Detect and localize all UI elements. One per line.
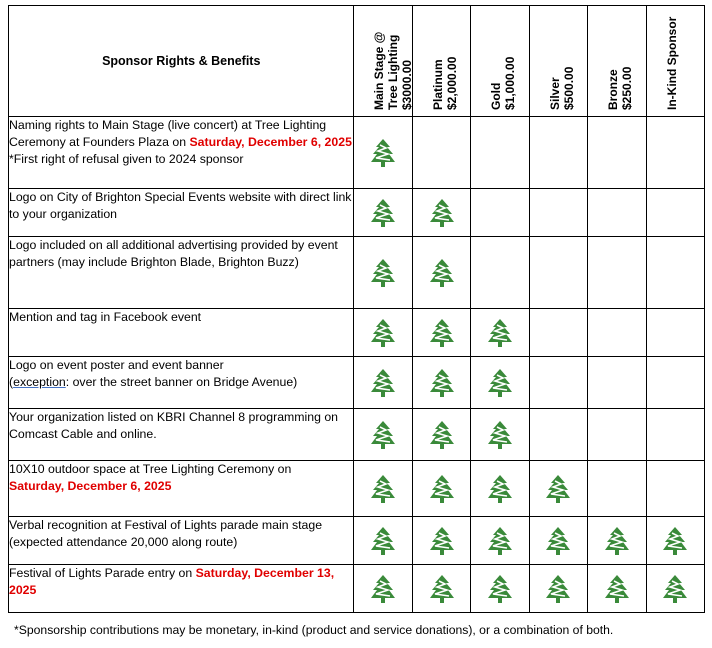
highlighted-date: Saturday, December 13, 2025 bbox=[9, 566, 335, 597]
tier-empty-cell bbox=[646, 237, 705, 309]
tier-empty-cell bbox=[588, 117, 646, 189]
tier-header bbox=[354, 6, 415, 117]
benefit-row bbox=[9, 517, 705, 565]
tier-included-cell bbox=[412, 309, 470, 357]
christmas-tree-icon bbox=[545, 526, 571, 556]
benefit-text: Festival of Lights Parade entry on bbox=[9, 566, 196, 580]
tier-included-cell bbox=[471, 565, 529, 613]
christmas-tree-icon bbox=[662, 574, 688, 604]
tier-empty-cell bbox=[529, 189, 587, 237]
christmas-tree-icon bbox=[604, 574, 630, 604]
tier-empty-cell bbox=[529, 357, 587, 409]
tier-empty-cell bbox=[529, 237, 587, 309]
christmas-tree-icon bbox=[429, 318, 455, 348]
tier-header bbox=[471, 6, 529, 117]
benefit-row bbox=[9, 117, 705, 189]
tier-header bbox=[588, 6, 646, 117]
footnote: *Sponsorship contributions may be monetary, in-kind (product and service donations), or a combination of both. bbox=[14, 623, 614, 637]
tier-included-cell bbox=[471, 357, 529, 409]
benefit-row bbox=[9, 461, 705, 517]
tier-included-cell bbox=[412, 517, 470, 565]
tier-empty-cell bbox=[646, 189, 705, 237]
benefit-description bbox=[9, 309, 354, 357]
tier-header bbox=[646, 6, 705, 117]
tier-included-cell bbox=[354, 409, 412, 461]
tier-included-cell bbox=[354, 357, 412, 409]
christmas-tree-icon bbox=[429, 420, 455, 450]
christmas-tree-icon bbox=[370, 258, 396, 288]
tier-empty-cell bbox=[646, 117, 705, 189]
benefit-description bbox=[9, 517, 354, 565]
benefit-row bbox=[9, 409, 705, 461]
benefit-text: Your organization listed on KBRI Channel 8 programming on Comcast Cable and online. bbox=[9, 410, 339, 441]
christmas-tree-icon bbox=[429, 574, 455, 604]
tier-empty-cell bbox=[471, 189, 529, 237]
christmas-tree-icon bbox=[370, 474, 396, 504]
tier-label: Platinum $2,000.00 bbox=[430, 56, 459, 110]
benefits-table-body bbox=[9, 117, 705, 613]
benefit-text: Logo on event poster and event banner bbox=[9, 358, 224, 372]
christmas-tree-icon bbox=[545, 474, 571, 504]
tier-included-cell bbox=[529, 461, 587, 517]
tier-empty-cell bbox=[646, 409, 705, 461]
benefit-description bbox=[9, 409, 354, 461]
tier-empty-cell bbox=[588, 357, 646, 409]
christmas-tree-icon bbox=[370, 574, 396, 604]
tier-included-cell bbox=[588, 517, 646, 565]
tier-included-cell bbox=[529, 565, 587, 613]
tier-empty-cell bbox=[588, 309, 646, 357]
benefit-description bbox=[9, 357, 354, 409]
tier-included-cell bbox=[354, 117, 412, 189]
tier-included-cell bbox=[354, 189, 412, 237]
benefit-description bbox=[9, 117, 354, 189]
tier-included-cell bbox=[471, 517, 529, 565]
tier-empty-cell bbox=[471, 117, 529, 189]
benefit-row bbox=[9, 357, 705, 409]
benefit-row bbox=[9, 309, 705, 357]
tier-label: Silver $500.00 bbox=[547, 66, 576, 110]
benefit-description bbox=[9, 461, 354, 517]
tier-empty-cell bbox=[646, 357, 705, 409]
tier-included-cell bbox=[412, 189, 470, 237]
sponsor-benefits-table bbox=[8, 5, 705, 613]
tier-included-cell bbox=[354, 461, 412, 517]
tier-included-cell bbox=[412, 237, 470, 309]
benefit-description bbox=[9, 189, 354, 237]
tier-included-cell bbox=[529, 517, 587, 565]
highlighted-date: Saturday, December 6, 2025 bbox=[9, 479, 172, 493]
tier-included-cell bbox=[588, 565, 646, 613]
benefit-row bbox=[9, 565, 705, 613]
christmas-tree-icon bbox=[429, 474, 455, 504]
tier-label: Gold $1,000.00 bbox=[489, 56, 518, 110]
tier-included-cell bbox=[354, 237, 412, 309]
tier-label: Main Stage @ Tree Lighting $3000.00 bbox=[372, 31, 415, 110]
tier-included-cell bbox=[471, 409, 529, 461]
christmas-tree-icon bbox=[487, 368, 513, 398]
christmas-tree-icon bbox=[487, 420, 513, 450]
tier-empty-cell bbox=[588, 237, 646, 309]
underlined-text: exception bbox=[13, 375, 66, 389]
christmas-tree-icon bbox=[370, 198, 396, 228]
christmas-tree-icon bbox=[370, 368, 396, 398]
benefit-text: Naming rights to Main Stage (live concert) at Tree Lighting Ceremony at Founders Plaza on bbox=[9, 118, 327, 149]
christmas-tree-icon bbox=[370, 420, 396, 450]
tier-empty-cell bbox=[529, 309, 587, 357]
benefit-description bbox=[9, 237, 354, 309]
benefit-text: Mention and tag in Facebook event bbox=[9, 310, 202, 324]
tier-included-cell bbox=[354, 309, 412, 357]
christmas-tree-icon bbox=[429, 526, 455, 556]
christmas-tree-icon bbox=[487, 574, 513, 604]
christmas-tree-icon bbox=[370, 526, 396, 556]
tier-empty-cell bbox=[588, 461, 646, 517]
tier-header bbox=[529, 6, 587, 117]
christmas-tree-icon bbox=[604, 526, 630, 556]
tier-included-cell bbox=[471, 309, 529, 357]
benefit-text: : over the street banner on Bridge Avenue) bbox=[65, 375, 298, 389]
header-row bbox=[9, 6, 705, 117]
tier-included-cell bbox=[354, 565, 412, 613]
christmas-tree-icon bbox=[429, 198, 455, 228]
tier-empty-cell bbox=[412, 117, 470, 189]
christmas-tree-icon bbox=[429, 368, 455, 398]
tier-empty-cell bbox=[529, 409, 587, 461]
christmas-tree-icon bbox=[429, 258, 455, 288]
tier-empty-cell bbox=[646, 461, 705, 517]
christmas-tree-icon bbox=[487, 474, 513, 504]
christmas-tree-icon bbox=[545, 574, 571, 604]
tier-empty-cell bbox=[646, 309, 705, 357]
tier-included-cell bbox=[646, 565, 705, 613]
benefit-text: Verbal recognition at Festival of Lights parade main stage (expected attendance 20,000 along route) bbox=[9, 518, 323, 549]
benefit-description bbox=[9, 565, 354, 613]
benefit-text: Logo on City of Brighton Special Events website with direct link to your organization bbox=[9, 190, 352, 221]
tier-empty-cell bbox=[529, 117, 587, 189]
tier-included-cell bbox=[412, 565, 470, 613]
tier-included-cell bbox=[646, 517, 705, 565]
benefit-text: *First right of refusal given to 2024 sponsor bbox=[9, 152, 244, 166]
christmas-tree-icon bbox=[662, 526, 688, 556]
tier-empty-cell bbox=[588, 189, 646, 237]
benefit-text: Logo included on all additional advertising provided by event partners (may include Brighton Blade, Brighton Buzz) bbox=[9, 238, 338, 269]
tier-label: Bronze $250.00 bbox=[606, 66, 635, 110]
benefits-column-header: Sponsor Rights & Benefits bbox=[9, 6, 354, 117]
christmas-tree-icon bbox=[370, 318, 396, 348]
benefit-text: 10X10 outdoor space at Tree Lighting Ceremony on bbox=[9, 462, 292, 476]
highlighted-date: Saturday, December 6, 2025 bbox=[189, 135, 352, 149]
benefit-text: ( bbox=[9, 375, 14, 389]
tier-header bbox=[412, 6, 470, 117]
benefit-row bbox=[9, 237, 705, 309]
tier-included-cell bbox=[412, 409, 470, 461]
christmas-tree-icon bbox=[370, 138, 396, 168]
tier-included-cell bbox=[354, 517, 412, 565]
tier-included-cell bbox=[412, 357, 470, 409]
tier-empty-cell bbox=[471, 237, 529, 309]
christmas-tree-icon bbox=[487, 526, 513, 556]
tier-included-cell bbox=[412, 461, 470, 517]
benefit-row bbox=[9, 189, 705, 237]
tier-label: In-Kind Sponsor bbox=[664, 16, 679, 110]
tier-empty-cell bbox=[588, 409, 646, 461]
tier-included-cell bbox=[471, 461, 529, 517]
christmas-tree-icon bbox=[487, 318, 513, 348]
